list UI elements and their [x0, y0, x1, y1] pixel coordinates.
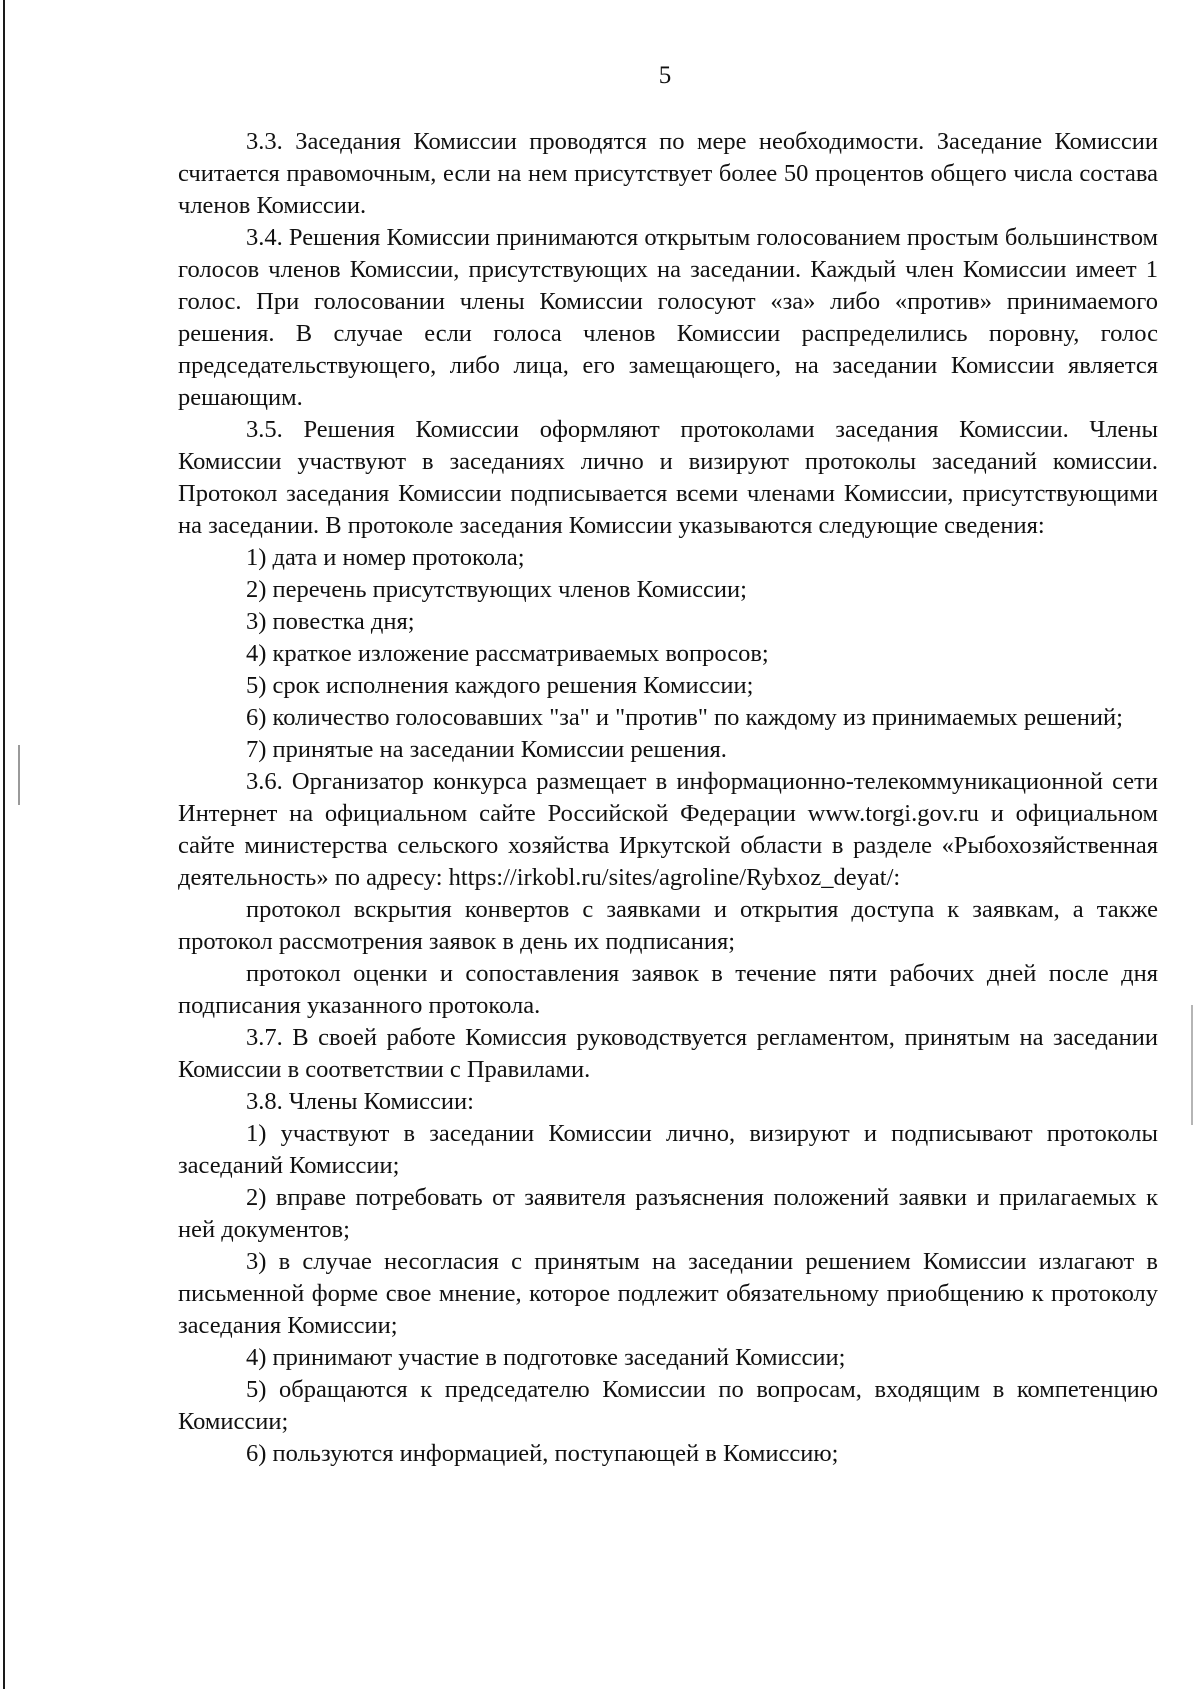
list-item: 4) принимают участие в подготовке заседаний Комиссии; — [246, 1344, 846, 1371]
paragraph-3-3: 3.3. Заседания Комиссии проводятся по мере необходимости. Заседание Комиссии считается правомочным, если на нем присутствует более 50 процентов общего числа состава членов Комиссии. — [178, 128, 1158, 219]
list-item: 7) принятые на заседании Комиссии решения. — [246, 736, 727, 763]
protocol-item: протокол оценки и сопоставления заявок в течение пяти рабочих дней после дня подписания указанного протокола. — [178, 960, 1158, 1019]
list-item: 6) пользуются информацией, поступающей в Комиссию; — [246, 1440, 839, 1467]
document-body — [178, 126, 1158, 1470]
list-item: 2) вправе потребовать от заявителя разъяснения положений заявки и прилагаемых к ней документов; — [178, 1184, 1158, 1243]
protocol-item: протокол вскрытия конвертов с заявками и открытия доступа к заявкам, а также протокол рассмотрения заявок в день их подписания; — [178, 896, 1158, 955]
list-item: 5) обращаются к председателю Комиссии по вопросам, входящим в компетенцию Комиссии; — [178, 1376, 1158, 1435]
scan-edge-line — [3, 0, 5, 1689]
list-item: 5) срок исполнения каждого решения Комиссии; — [246, 672, 754, 699]
list-item: 4) краткое изложение рассматриваемых вопросов; — [246, 640, 769, 667]
list-item: 6) количество голосовавших "за" и "против" по каждому из принимаемых решений; — [246, 704, 1123, 731]
paragraph-3-8: 3.8. Члены Комиссии: — [246, 1088, 474, 1115]
list-item: 1) участвуют в заседании Комиссии лично, визируют и подписывают протоколы заседаний Комиссии; — [178, 1120, 1158, 1179]
list-item: 1) дата и номер протокола; — [246, 544, 525, 571]
paragraph-3-4: 3.4. Решения Комиссии принимаются открытым голосованием простым большинством голосов членов Комиссии, присутствующих на заседании. Каждый член Комиссии имеет 1 голос. При голосовании члены Комиссии голосуют «за» либо «против» принимаемого решения. В случае если голоса членов Комиссии распределились поровну, голос председательствующего, либо лица, его замещающего, на заседании Комиссии является решающим. — [178, 224, 1158, 411]
scan-mark-right — [1191, 1005, 1193, 1125]
list-item: 2) перечень присутствующих членов Комиссии; — [246, 576, 747, 603]
paragraph-3-5: 3.5. Решения Комиссии оформляют протоколами заседания Комиссии. Члены Комиссии участвуют в заседаниях лично и визируют протоколы заседаний комиссии. Протокол заседания Комиссии подписывается всеми членами Комиссии, присутствующими на заседании. В протоколе заседания Комиссии указываются следующие сведения: — [178, 416, 1158, 539]
paragraph-3-7: 3.7. В своей работе Комиссия руководствуется регламентом, принятым на заседании Комиссии в соответствии с Правилами. — [178, 1024, 1158, 1083]
list-item: 3) повестка дня; — [246, 608, 415, 635]
scan-mark-left — [18, 745, 20, 805]
paragraph-3-6: 3.6. Организатор конкурса размещает в информационно-телекоммуникационной сети Интернет на официальном сайте Российской Федерации www.torgi.gov.ru и официальном сайте министерства сельского хозяйства Иркутской области в разделе «Рыбохозяйственная деятельность» по адресу: https://irkobl.ru/sites/agroline/Rybxoz_deyat/: — [178, 768, 1158, 891]
list-item: 3) в случае несогласия с принятым на заседании решением Комиссии излагают в письменной форме свое мнение, которое подлежит обязательному приобщению к протоколу заседания Комиссии; — [178, 1248, 1158, 1339]
page-number: 5 — [658, 62, 672, 89]
